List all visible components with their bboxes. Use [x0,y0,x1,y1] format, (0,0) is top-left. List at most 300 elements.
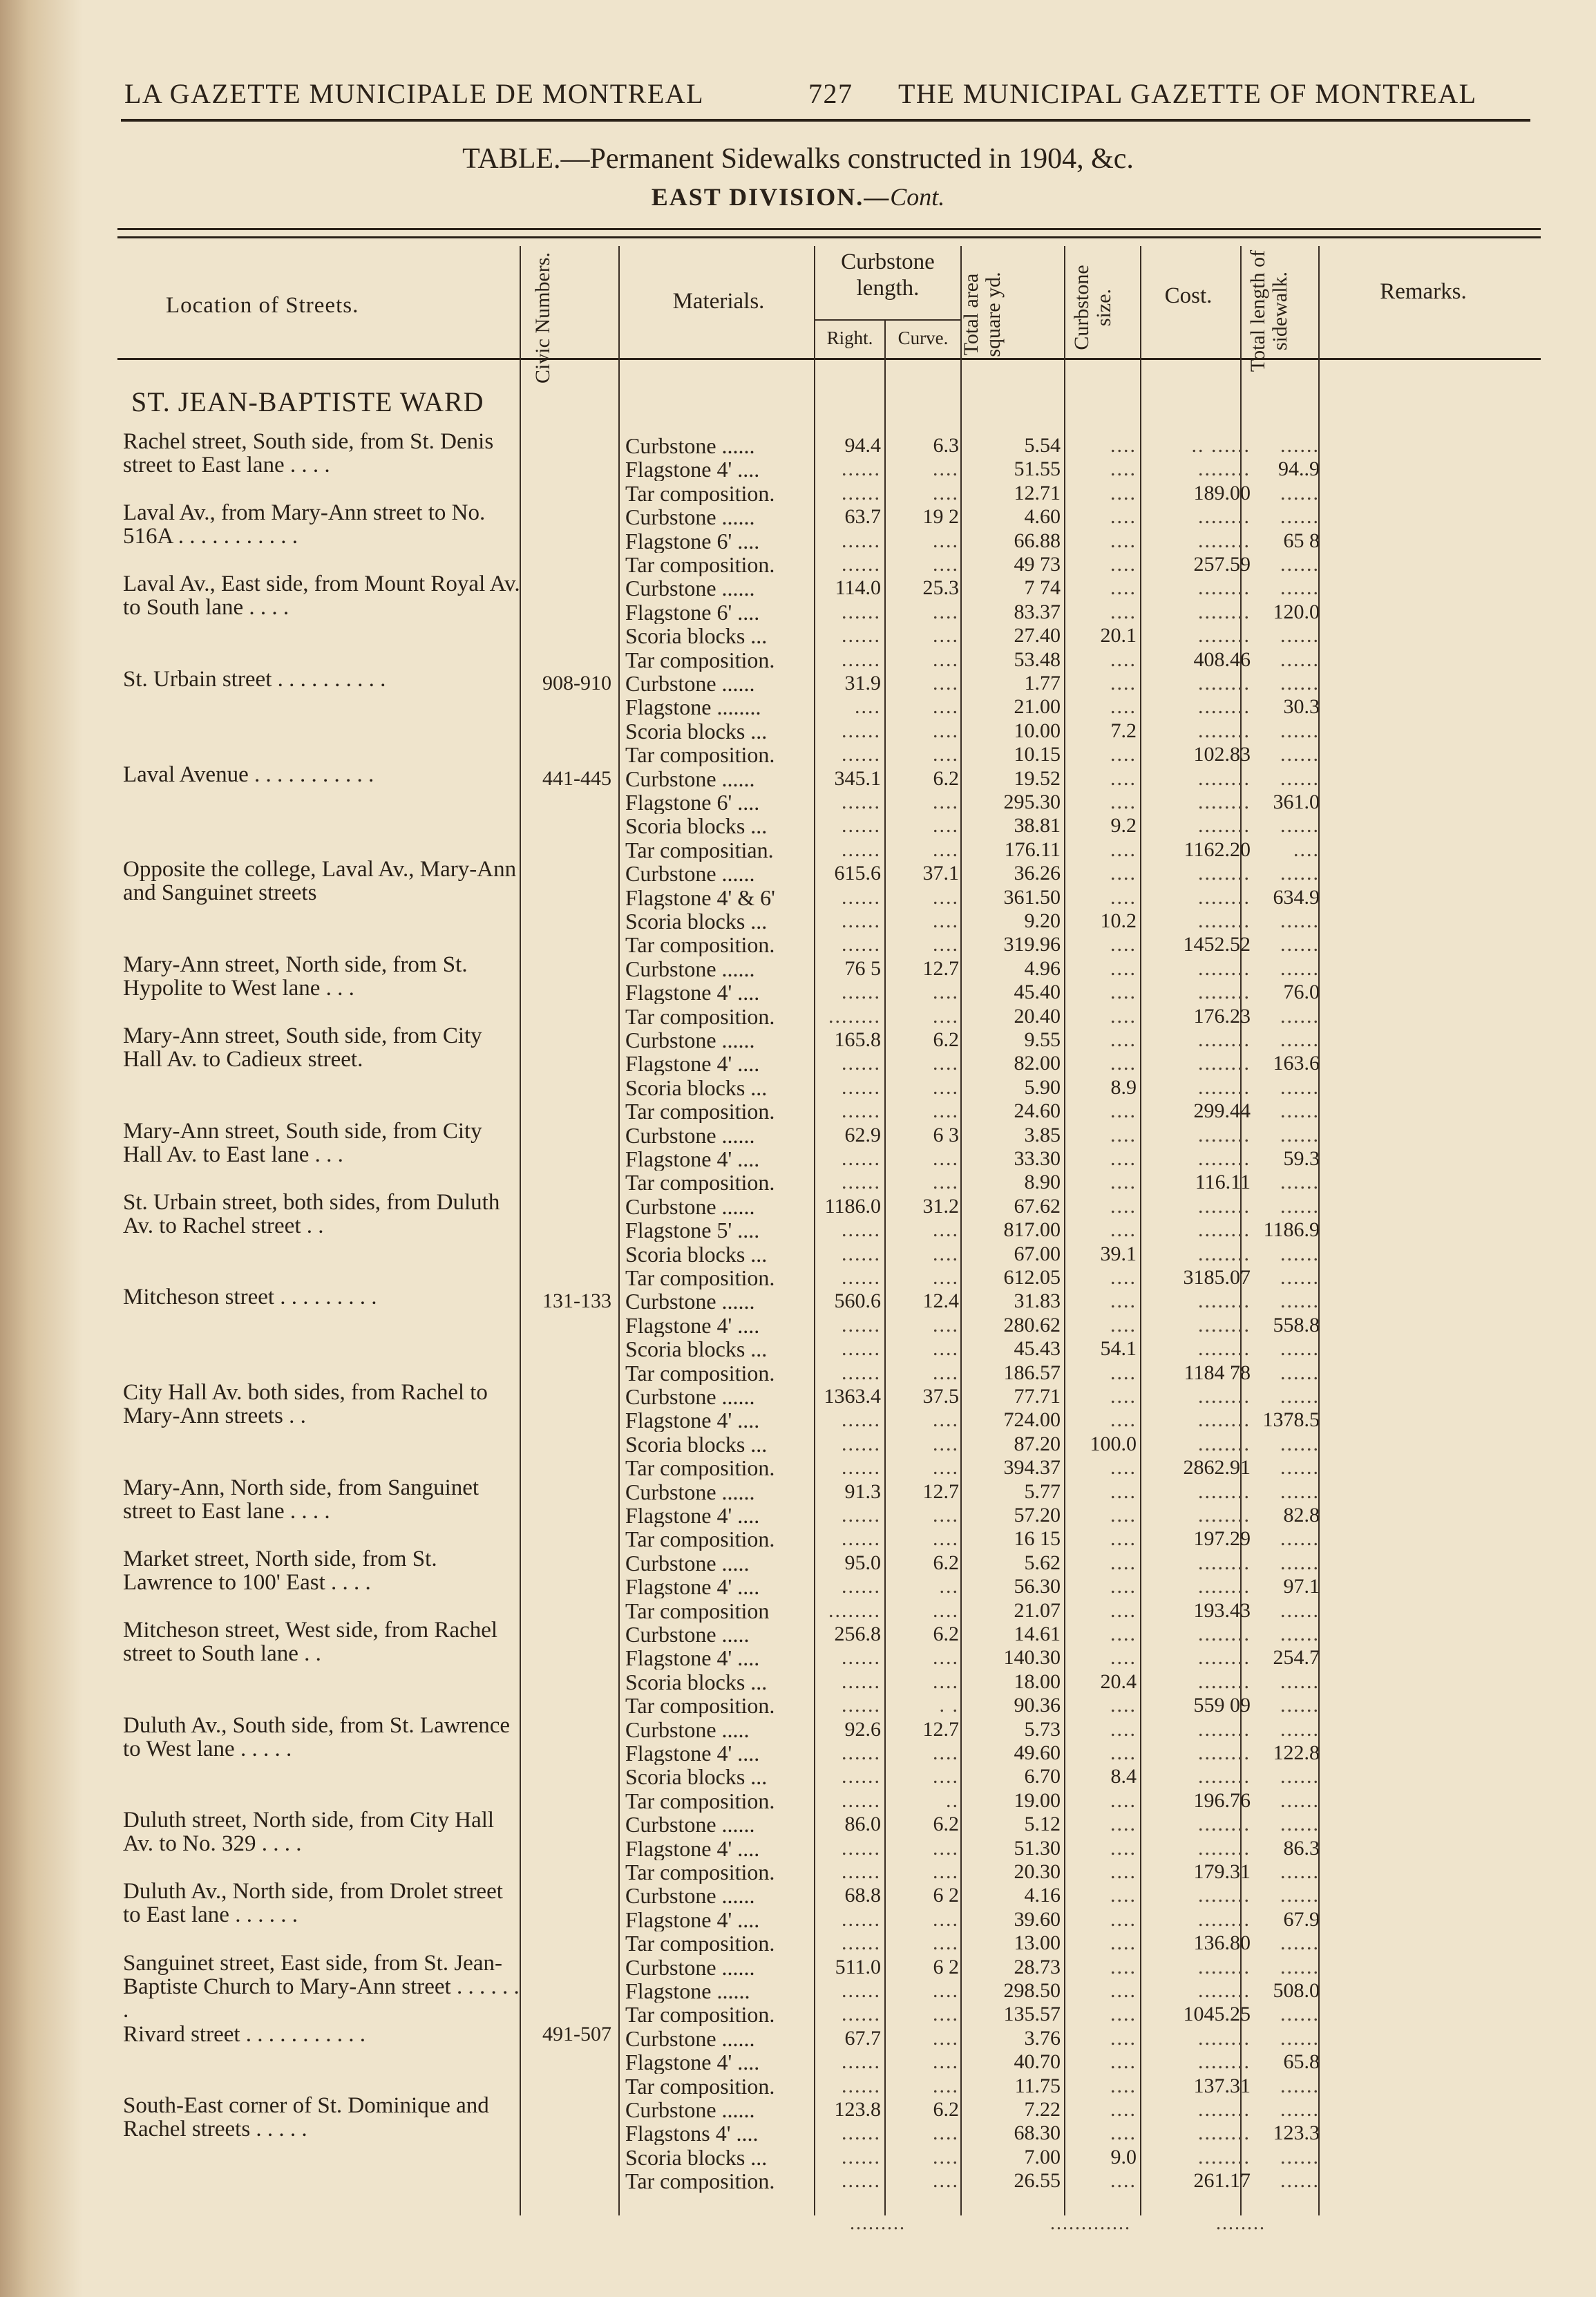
cost-cell: ........ [1198,2121,1251,2145]
cost-cell: ........ [1198,1907,1251,1931]
material-cell: Curbstone ...... [625,672,755,695]
material-cell: Tar composition. [625,1527,775,1551]
total-length-cell: ...... [1280,1266,1320,1289]
right-cell: ...... [842,1075,881,1099]
curve-cell: .... [933,1765,959,1788]
area-cell: 11.75 [1014,2074,1061,2097]
street-location: Duluth street, North side, from City Hall Av. to No. 329 . . . . [123,1808,495,1857]
curve-cell: 6.2 [933,1623,959,1645]
curb-size-cell: .... [1110,1931,1137,1955]
right-cell: .... [855,695,881,719]
street-location: Mary-Ann street, South side, from City Hall Av. to Cadieux street. [123,1023,482,1072]
material-cell: Curbstone ...... [625,576,755,601]
total-length-cell: ...... [1280,1955,1320,1978]
material-cell: Tar composition. [625,2074,775,2098]
area-cell: 724.00 [1003,1408,1061,1432]
area-cell: 1.77 [1024,672,1061,694]
total-length-cell: ...... [1280,2074,1320,2097]
total-length-cell: ...... [1280,814,1320,838]
cost-cell: ........ [1198,2050,1251,2074]
area-cell: 16 15 [1014,1527,1061,1551]
curve-cell: 31.2 [922,1194,959,1218]
material-cell: Scoria blocks ... [625,2145,768,2169]
civic-numbers: 491-507 [542,2022,611,2045]
curb-size-cell: .... [1110,1741,1137,1764]
right-cell: ...... [842,1408,881,1432]
total-length-cell: ...... [1280,647,1320,671]
total-length-cell: 120.0 [1273,600,1320,623]
curb-size-cell: .... [1110,2121,1137,2145]
right-cell: ...... [842,553,881,576]
curve-cell: .... [933,1147,959,1170]
curve-cell: .... [933,600,959,623]
cost-cell: 189.00 [1193,481,1251,504]
right-cell: ...... [842,600,881,623]
right-cell: ...... [842,1836,881,1860]
total-length-cell: 65 8 [1283,529,1320,552]
curb-size-cell: .... [1110,1623,1137,1645]
area-cell: 10.15 [1014,743,1061,766]
total-length-cell: ...... [1280,1884,1320,1907]
divider-civic [618,246,620,2215]
cost-cell: 257.59 [1193,553,1251,576]
total-length-cell: ...... [1280,1551,1320,1574]
right-cell: ........ [828,1598,881,1622]
total-length-cell: ...... [1280,1337,1320,1361]
ward-heading: ST. JEAN-BAPTISTE WARD [131,386,484,417]
street-location: Rivard street . . . . . . . . . . . [123,2021,366,2047]
total-length-cell: ...... [1280,862,1320,885]
total-length-cell: ...... [1280,956,1320,980]
curve-cell: .... [933,1836,959,1860]
total-length-cell: ...... [1280,1456,1320,1480]
cost-cell: ........ [1198,1884,1251,1907]
material-cell: Tar composition. [625,1456,775,1480]
civic-numbers: 908-910 [542,672,611,694]
area-cell: 8.90 [1024,1171,1061,1194]
area-cell: 9.55 [1024,1028,1061,1051]
material-cell: Flagstone 4' .... [625,1575,760,1599]
curb-size-cell: .... [1110,1598,1137,1622]
curb-size-cell: .... [1110,2026,1137,2050]
material-cell: Curbstone ...... [625,505,755,529]
civic-numbers: 131-133 [542,1289,611,1313]
col-curb-size: Curbstone size. [1070,265,1115,350]
material-cell: Flagstone 4' .... [625,1408,760,1433]
street-location: Duluth Av., South side, from St. Lawrence to West lane . . . . . [123,1712,511,1761]
curve-cell: .... [933,1931,959,1955]
area-cell: 280.62 [1003,1313,1061,1336]
right-cell: 165.8 [834,1028,881,1051]
area-cell: 77.71 [1014,1385,1061,1408]
curb-size-cell: .... [1110,885,1137,909]
material-cell: Tar composition. [625,553,775,576]
right-cell: 123.8 [834,2098,881,2121]
cost-cell: ........ [1198,1385,1251,1408]
curb-size-cell: .... [1110,1646,1137,1670]
right-cell: 62.9 [844,1123,881,1146]
curve-cell: .... [933,1907,959,1931]
right-cell: ...... [842,719,881,742]
right-cell: ...... [842,1765,881,1788]
right-cell: ...... [842,647,881,671]
bottom-dots: ......... [850,2213,906,2234]
material-cell: Curbstone ..... [625,1623,750,1646]
material-cell: Flagstone 4' .... [625,1741,760,1765]
right-cell: ...... [842,1979,881,2002]
cost-cell: ........ [1198,909,1251,932]
right-cell: 95.0 [844,1551,881,1574]
total-length-cell: ...... [1280,1765,1320,1788]
col-location: Location of Streets. [166,293,359,318]
area-cell: 49.60 [1014,1741,1061,1764]
curb-size-cell: .... [1110,862,1137,885]
area-cell: 13.00 [1014,1931,1061,1955]
area-cell: 45.43 [1014,1337,1061,1361]
curve-cell: .. [946,1788,959,1812]
material-cell: Curbstone ...... [625,434,755,457]
material-cell: Curbstone ...... [625,1385,755,1408]
material-cell: Flagstone 4' .... [625,1646,760,1670]
material-cell: Tar composition. [625,481,775,505]
material-cell: Flagstone 6' .... [625,600,760,624]
material-cell: Scoria blocks ... [625,1765,768,1789]
area-cell: 27.40 [1014,624,1061,647]
bottom-dots: ............. [1050,2213,1131,2234]
material-cell: Curbstone ...... [625,1123,755,1147]
total-length-cell: ...... [1280,743,1320,766]
area-cell: 5.12 [1024,1813,1061,1836]
curb-size-cell: .... [1110,1836,1137,1860]
cost-cell: ........ [1198,814,1251,838]
curb-size-cell: .... [1110,2074,1137,2097]
material-cell: Scoria blocks ... [625,719,768,743]
area-cell: 5.62 [1024,1551,1061,1574]
curve-cell: 6 2 [933,1955,959,1978]
curve-cell: .... [933,457,959,481]
curb-size-cell: .... [1110,1551,1137,1574]
total-length-cell: 634.9 [1273,885,1320,909]
cost-cell: ........ [1198,1289,1251,1313]
cost-cell: ........ [1198,1979,1251,2002]
cost-cell: 261.17 [1193,2169,1251,2193]
area-cell: 36.26 [1014,862,1061,885]
cost-cell: ........ [1198,1194,1251,1218]
total-length-cell: ...... [1280,719,1320,742]
curbstone-subheader-rule [815,319,960,321]
curb-size-cell: .... [1110,457,1137,481]
page-binding-shadow [0,0,83,2297]
material-cell: Scoria blocks ... [625,1075,768,1099]
material-cell: Tar composition. [625,1004,775,1028]
total-length-cell: ...... [1280,505,1320,529]
area-cell: 6.70 [1024,1765,1061,1788]
material-cell: Curbstone ...... [625,862,755,886]
cost-cell: .. ...... [1191,434,1251,457]
area-cell: 10.00 [1014,719,1061,742]
cost-cell: ........ [1198,1313,1251,1336]
area-cell: 319.96 [1003,933,1061,956]
table-title: TABLE.—Permanent Sidewalks constructed in 1904, &c. [462,143,1134,175]
curb-size-cell: .... [1110,529,1137,552]
right-cell: 114.0 [835,576,881,600]
curve-cell: 6.2 [933,2098,959,2121]
total-length-cell: ...... [1280,672,1320,694]
area-cell: 26.55 [1014,2169,1061,2193]
area-cell: 5.73 [1024,1717,1061,1741]
curve-cell: .... [933,814,959,838]
curb-size-cell: .... [1110,1694,1137,1717]
material-cell: Scoria blocks ... [625,1670,768,1694]
curb-size-cell: .... [1110,672,1137,694]
total-length-cell: ...... [1280,434,1320,457]
material-cell: Flagstone 4' .... [625,1147,760,1171]
cost-cell: ........ [1198,1646,1251,1670]
street-location: Sanguinet street, East side, from St. Jean-Baptiste Church to Mary-Ann street . . . . . . . [123,1950,520,2023]
right-cell: ...... [842,624,881,647]
area-cell: 176.11 [1004,838,1061,861]
curb-size-cell: .... [1110,1456,1137,1480]
material-cell: Flagstone 4' & 6' [625,885,775,909]
cost-cell: ........ [1198,981,1251,1004]
total-length-cell: 123.3 [1273,2121,1320,2145]
area-cell: 5.77 [1024,1480,1061,1503]
total-length-cell: ...... [1280,1171,1320,1194]
curve-cell: .... [933,1313,959,1336]
right-cell: ...... [842,1860,881,1883]
curb-size-cell: .... [1110,2050,1137,2074]
total-length-cell: ...... [1280,1123,1320,1146]
curve-cell: 37.1 [922,862,959,885]
total-length-cell: ...... [1280,766,1320,790]
material-cell: Flagstone 4' .... [625,457,760,482]
area-cell: 87.20 [1014,1432,1061,1455]
area-cell: 53.48 [1014,647,1061,671]
material-cell: Tar composition. [625,1694,775,1718]
area-cell: 7.00 [1024,2145,1061,2168]
curve-cell: .... [933,553,959,576]
curb-size-cell: .... [1110,1147,1137,1170]
curve-cell: .... [933,838,959,861]
right-cell: ...... [842,909,881,932]
area-cell: 21.07 [1014,1598,1061,1622]
cost-cell: ........ [1198,695,1251,719]
curve-cell: 12.7 [922,1717,959,1741]
right-cell: ...... [842,814,881,838]
area-cell: 140.30 [1003,1646,1061,1670]
material-cell: Tar composition. [625,1361,775,1385]
total-length-cell: 558.8 [1273,1313,1320,1336]
right-cell: 63.7 [844,505,881,529]
curb-size-cell: .... [1110,1788,1137,1812]
curb-size-cell: .... [1110,1527,1137,1551]
cost-cell: ........ [1198,1052,1251,1075]
total-length-cell: ...... [1280,1598,1320,1622]
area-cell: 24.60 [1014,1099,1061,1123]
header-french-title: LA GAZETTE MUNICIPALE DE MONTREAL [124,78,705,109]
curb-size-cell: .... [1110,695,1137,719]
material-cell: Tar composition. [625,2169,775,2193]
material-cell: Flagstons 4' .... [625,2121,759,2146]
total-length-cell: ...... [1280,2145,1320,2168]
curve-cell: .... [933,2026,959,2050]
area-cell: 20.40 [1014,1004,1061,1028]
material-cell: Curbstone ...... [625,2098,755,2121]
curve-cell: .... [933,1527,959,1551]
area-cell: 817.00 [1003,1218,1061,1242]
total-length-cell: ...... [1280,1694,1320,1717]
curb-size-cell: .... [1110,600,1137,623]
curve-cell: .... [933,719,959,742]
area-cell: 14.61 [1014,1623,1061,1645]
street-location: Mary-Ann, North side, from Sanguinet street to East lane . . . . [123,1475,479,1524]
total-length-cell: 94..9 [1278,457,1320,481]
right-cell: ........ [828,1004,881,1028]
area-cell: 51.30 [1014,1836,1061,1860]
curb-size-cell: 7.2 [1110,719,1137,742]
material-cell: Curbstone ...... [625,1813,755,1837]
curb-size-cell: .... [1110,766,1137,790]
col-civic: Civic Numbers. [531,252,554,384]
area-cell: 67.00 [1014,1242,1061,1265]
curve-cell: .... [933,1432,959,1455]
area-cell: 186.57 [1003,1361,1061,1384]
cost-cell: ........ [1198,791,1251,813]
civic-numbers: 441-445 [542,766,611,790]
curve-cell: .... [933,2121,959,2145]
total-length-cell: ...... [1280,1194,1320,1218]
curb-size-cell: 8.9 [1110,1075,1137,1099]
cost-cell: ........ [1198,956,1251,980]
right-cell: ...... [842,1313,881,1336]
cost-cell: 3185.07 [1183,1266,1251,1289]
right-cell: 345.1 [834,766,881,790]
cost-cell: 197.29 [1193,1527,1251,1551]
cost-cell: ........ [1198,1670,1251,1693]
cost-cell: ........ [1198,1147,1251,1170]
area-cell: 68.30 [1014,2121,1061,2145]
cost-cell: ........ [1198,2098,1251,2121]
curve-cell: .... [933,1075,959,1099]
right-cell: 560.6 [834,1289,881,1313]
curve-cell: 6.2 [933,1028,959,1051]
curb-size-cell: 39.1 [1100,1242,1137,1265]
right-cell: 615.6 [834,862,881,885]
total-length-cell: ...... [1280,1432,1320,1455]
curve-cell: 25.3 [922,576,959,600]
curve-cell: .... [933,1979,959,2002]
divider-area [1064,246,1065,2215]
street-location: South-East corner of St. Dominique and Rachel streets . . . . . [123,2093,489,2142]
total-length-cell: ...... [1280,1623,1320,1645]
area-cell: 51.55 [1014,457,1061,481]
material-cell: Flagstone ...... [625,1979,750,2003]
curve-cell: .... [933,481,959,504]
street-location: Laval Avenue . . . . . . . . . . . [123,762,374,787]
right-cell: ...... [842,1171,881,1194]
cost-cell: 176.23 [1193,1004,1251,1028]
curve-cell: .... [933,624,959,647]
area-cell: 31.83 [1014,1289,1061,1313]
header-english-title: THE MUNICIPAL GAZETTE OF MONTREAL [898,78,1477,109]
area-cell: 19.00 [1014,1788,1061,1812]
cost-cell: 102.83 [1193,743,1251,766]
cost-cell: 1162.20 [1184,838,1251,861]
total-length-cell: .... [1293,838,1320,861]
right-cell: ...... [842,2169,881,2193]
curb-size-cell: 100.0 [1090,1432,1137,1455]
right-cell: ...... [842,1575,881,1598]
cost-cell: ........ [1198,1717,1251,1741]
right-cell: ...... [842,838,881,861]
right-cell: ...... [842,2074,881,2097]
total-length-cell: 254.7 [1273,1646,1320,1670]
total-length-cell: 1378.5 [1262,1408,1320,1432]
curb-size-cell: .... [1110,1052,1137,1075]
total-length-cell: 122.8 [1273,1741,1320,1764]
col-curbstone-length: Curbstone length. [841,249,935,301]
right-cell: 256.8 [834,1623,881,1645]
curb-size-cell: .... [1110,2098,1137,2121]
area-cell: 361.50 [1003,885,1061,909]
material-cell: Curbstone ...... [625,1194,755,1218]
right-cell: 1363.4 [824,1385,881,1408]
curve-cell: .... [933,1741,959,1764]
cost-cell: ........ [1198,1408,1251,1432]
col-curve: Curve. [897,328,949,348]
cost-cell: ........ [1198,1218,1251,1242]
right-cell: ...... [842,981,881,1004]
right-cell: ...... [842,1788,881,1812]
cost-cell: ........ [1198,672,1251,694]
curve-cell: .... [933,672,959,694]
table-top-rule-2 [117,236,1541,238]
material-cell: Curbstone ...... [625,1884,755,1908]
curve-cell: .... [933,1456,959,1480]
total-length-cell: ...... [1280,624,1320,647]
total-length-cell: ...... [1280,933,1320,956]
divider-right [884,319,886,2215]
curb-size-cell: .... [1110,1955,1137,1978]
curb-size-cell: .... [1110,1266,1137,1289]
material-cell: Scoria blocks ... [625,909,768,933]
material-cell: Tar composition. [625,1099,775,1124]
material-cell: Tar composition. [625,1171,775,1195]
curb-size-cell: .... [1110,1218,1137,1242]
curb-size-cell: .... [1110,1194,1137,1218]
curve-cell: .... [933,933,959,956]
area-cell: 82.00 [1014,1052,1061,1075]
total-length-cell: 361.0 [1273,791,1320,813]
material-cell: Tar composition [625,1598,770,1623]
total-length-cell: 67.9 [1283,1907,1320,1931]
curve-cell: .... [933,1218,959,1242]
material-cell: Curbstone ...... [625,2026,755,2050]
curve-cell: 6 2 [933,1884,959,1907]
col-remarks: Remarks. [1380,279,1467,304]
curb-size-cell: .... [1110,1361,1137,1384]
curb-size-cell: .... [1110,1575,1137,1598]
total-length-cell: 30.3 [1283,695,1320,719]
curb-size-cell: .... [1110,1884,1137,1907]
right-cell: ...... [842,481,881,504]
total-length-cell: 163.6 [1273,1052,1320,1075]
col-area: Total area square yd. [960,272,1005,357]
curve-cell: .... [933,1504,959,1526]
curb-size-cell: .... [1110,576,1137,600]
right-cell: ...... [842,1504,881,1526]
right-cell: ...... [842,1218,881,1242]
